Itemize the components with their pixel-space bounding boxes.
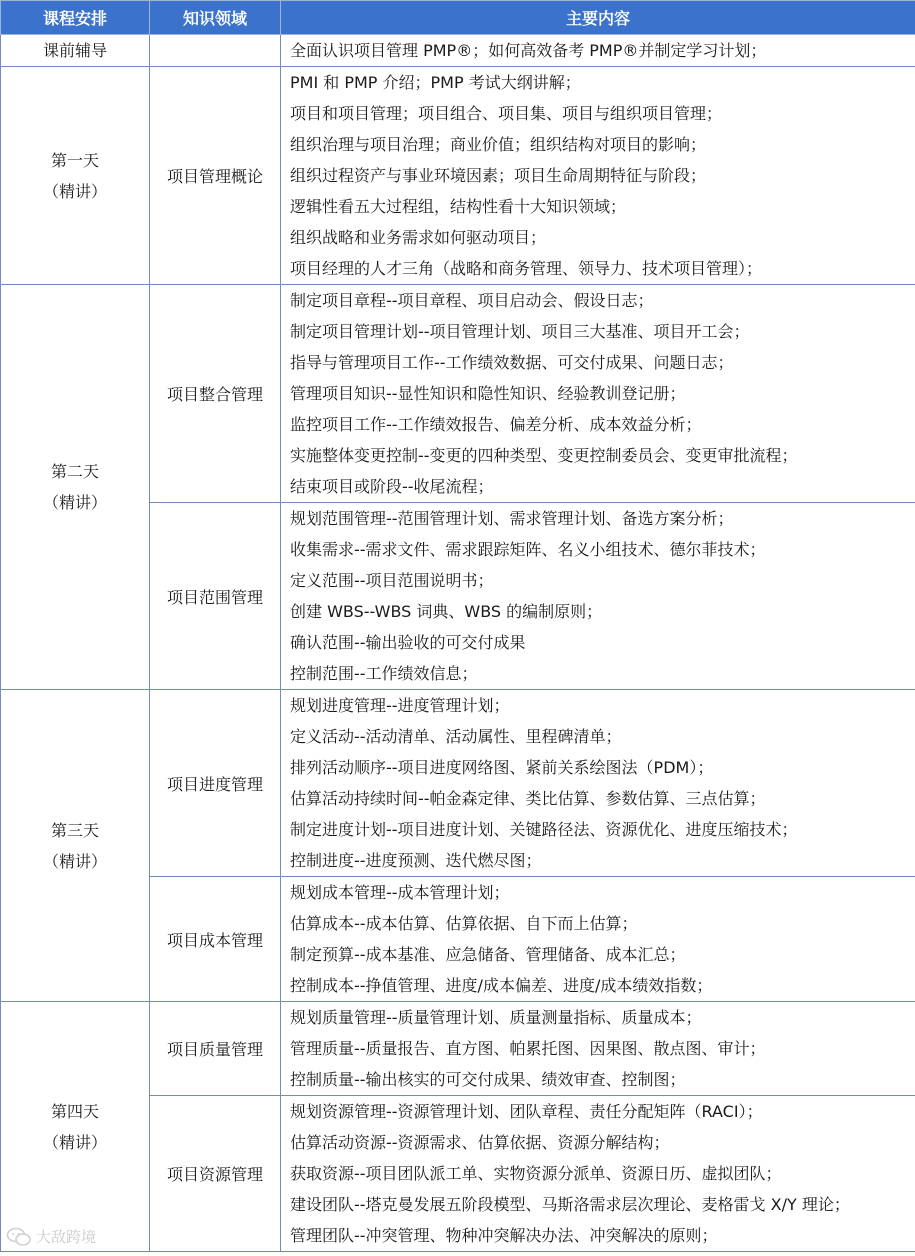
content-line: 控制成本--挣值管理、进度/成本偏差、进度/成本绩效指数； <box>290 976 713 995</box>
content-line: 规划质量管理--质量管理计划、质量测量指标、质量成本； <box>290 1008 702 1027</box>
content-line: 制定预算--成本基准、应急储备、管理储备、成本汇总； <box>290 945 686 964</box>
content-line: 全面认识项目管理 PMP®；如何高效备考 PMP®并制定学习计划； <box>290 41 767 60</box>
content-line: 实施整体变更控制--变更的四种类型、变更控制委员会、变更审批流程； <box>290 446 798 465</box>
content-line: 组织治理与项目治理；商业价值；组织结构对项目的影响； <box>290 135 707 154</box>
watermark <box>6 1226 96 1247</box>
content-line: 规划资源管理--资源管理计划、团队章程、责任分配矩阵（RACI）； <box>290 1102 763 1121</box>
header-schedule: 课程安排 <box>1 1 150 35</box>
knowledge-area-cell: 项目管理概论 <box>150 67 281 285</box>
content-line: 估算活动资源--资源需求、估算依据、资源分解结构； <box>290 1133 670 1152</box>
content-line: PMI 和 PMP 介绍；PMP 考试大纲讲解； <box>290 73 581 92</box>
schedule-day: 第二天 <box>50 462 99 481</box>
content-line: 组织战略和业务需求如何驱动项目； <box>290 228 547 247</box>
header-main-content: 主要内容 <box>281 1 915 35</box>
table-row <box>1 35 915 67</box>
knowledge-area-cell <box>150 35 281 67</box>
content-line: 规划进度管理--进度管理计划； <box>290 696 510 715</box>
knowledge-area-cell: 项目进度管理 <box>150 690 281 877</box>
content-line: 确认范围--输出验收的可交付成果 <box>290 633 526 652</box>
content-line: 项目和项目管理；项目组合、项目集、项目与组织项目管理； <box>290 104 723 123</box>
schedule-day: 第三天 <box>50 820 99 840</box>
schedule-cell <box>1 285 150 690</box>
content-cell <box>281 690 915 877</box>
content-cell <box>281 1002 915 1096</box>
content-line: 获取资源--项目团队派工单、实物资源分派单、资源日历、虚拟团队； <box>290 1164 782 1183</box>
wechat-bubbles-icon <box>6 1227 32 1247</box>
table-row <box>1 1002 915 1096</box>
content-line: 监控项目工作--工作绩效报告、偏差分析、成本效益分析； <box>290 415 702 434</box>
table-row <box>1 285 915 503</box>
content-line: 管理项目知识--显性知识和隐性知识、经验教训登记册； <box>290 384 686 403</box>
content-cell <box>281 35 915 67</box>
schedule-cell <box>1 690 150 1002</box>
content-line: 定义活动--活动清单、活动属性、里程碑清单； <box>290 727 622 746</box>
content-cell <box>281 1096 915 1252</box>
schedule-cell <box>1 1002 150 1252</box>
content-line: 制定项目管理计划--项目管理计划、项目三大基准、项目开工会； <box>290 322 750 341</box>
table-body <box>1 35 915 1252</box>
content-line: 制定进度计划--项目进度计划、关键路径法、资源优化、进度压缩技术； <box>290 820 798 839</box>
schedule-note: （精讲） <box>42 1132 107 1152</box>
schedule-cell <box>1 67 150 285</box>
content-line: 建设团队--塔克曼发展五阶段模型、马斯洛需求层次理论、麦格雷戈 X/Y 理论； <box>290 1195 850 1214</box>
content-line: 组织过程资产与事业环境因素；项目生命周期特征与阶段； <box>290 166 707 185</box>
table-row <box>1 690 915 877</box>
content-line: 控制质量--输出核实的可交付成果、绩效审查、控制图； <box>290 1070 686 1089</box>
content-line: 指导与管理项目工作--工作绩效数据、可交付成果、问题日志； <box>290 353 734 372</box>
schedule-day: 课前辅导 <box>42 41 107 60</box>
knowledge-area-cell: 项目资源管理 <box>150 1096 281 1252</box>
schedule-note: （精讲） <box>42 493 107 512</box>
header-knowledge-area: 知识领域 <box>150 1 281 35</box>
content-line: 控制范围--工作绩效信息； <box>290 664 478 683</box>
content-line: 结束项目或阶段--收尾流程； <box>290 477 494 496</box>
content-line: 制定项目章程--项目章程、项目启动会、假设日志； <box>290 291 654 310</box>
watermark-text: 大敌跨境 <box>36 1228 97 1246</box>
header-row <box>1 1 915 35</box>
schedule-day: 第四天 <box>50 1101 99 1121</box>
knowledge-area-cell: 项目质量管理 <box>150 1002 281 1096</box>
schedule-note: （精讲） <box>42 851 107 871</box>
schedule-cell <box>1 35 150 67</box>
knowledge-area-cell: 项目范围管理 <box>150 503 281 690</box>
content-line: 控制进度--进度预测、迭代燃尽图； <box>290 851 542 870</box>
knowledge-area-cell: 项目成本管理 <box>150 877 281 1002</box>
content-line: 逻辑性看五大过程组，结构性看十大知识领域； <box>290 197 627 216</box>
content-line: 估算成本--成本估算、估算依据、自下而上估算； <box>290 914 638 933</box>
content-cell <box>281 285 915 503</box>
content-line: 估算活动持续时间--帕金森定律、类比估算、参数估算、三点估算； <box>290 789 766 808</box>
content-line: 定义范围--项目范围说明书； <box>290 571 494 590</box>
table-row <box>1 67 915 285</box>
content-line: 规划范围管理--范围管理计划、需求管理计划、备选方案分析； <box>290 509 734 528</box>
content-line: 创建 WBS--WBS 词典、WBS 的编制原则； <box>290 602 603 621</box>
content-line: 排列活动顺序--项目进度网络图、紧前关系绘图法（PDM）； <box>290 758 714 777</box>
content-cell <box>281 503 915 690</box>
content-line: 管理质量--质量报告、直方图、帕累托图、因果图、散点图、审计； <box>290 1039 766 1058</box>
content-cell <box>281 877 915 1002</box>
knowledge-area-cell: 项目整合管理 <box>150 285 281 503</box>
content-line: 收集需求--需求文件、需求跟踪矩阵、名义小组技术、德尔菲技术； <box>290 540 766 559</box>
content-line: 规划成本管理--成本管理计划； <box>290 883 510 902</box>
content-cell <box>281 67 915 285</box>
content-line: 项目经理的人才三角（战略和商务管理、领导力、技术项目管理）； <box>290 259 763 278</box>
schedule-note: （精讲） <box>42 181 107 201</box>
content-line: 管理团队--冲突管理、物种冲突解决办法、冲突解决的原则； <box>290 1226 718 1245</box>
schedule-day: 第一天 <box>50 150 99 170</box>
